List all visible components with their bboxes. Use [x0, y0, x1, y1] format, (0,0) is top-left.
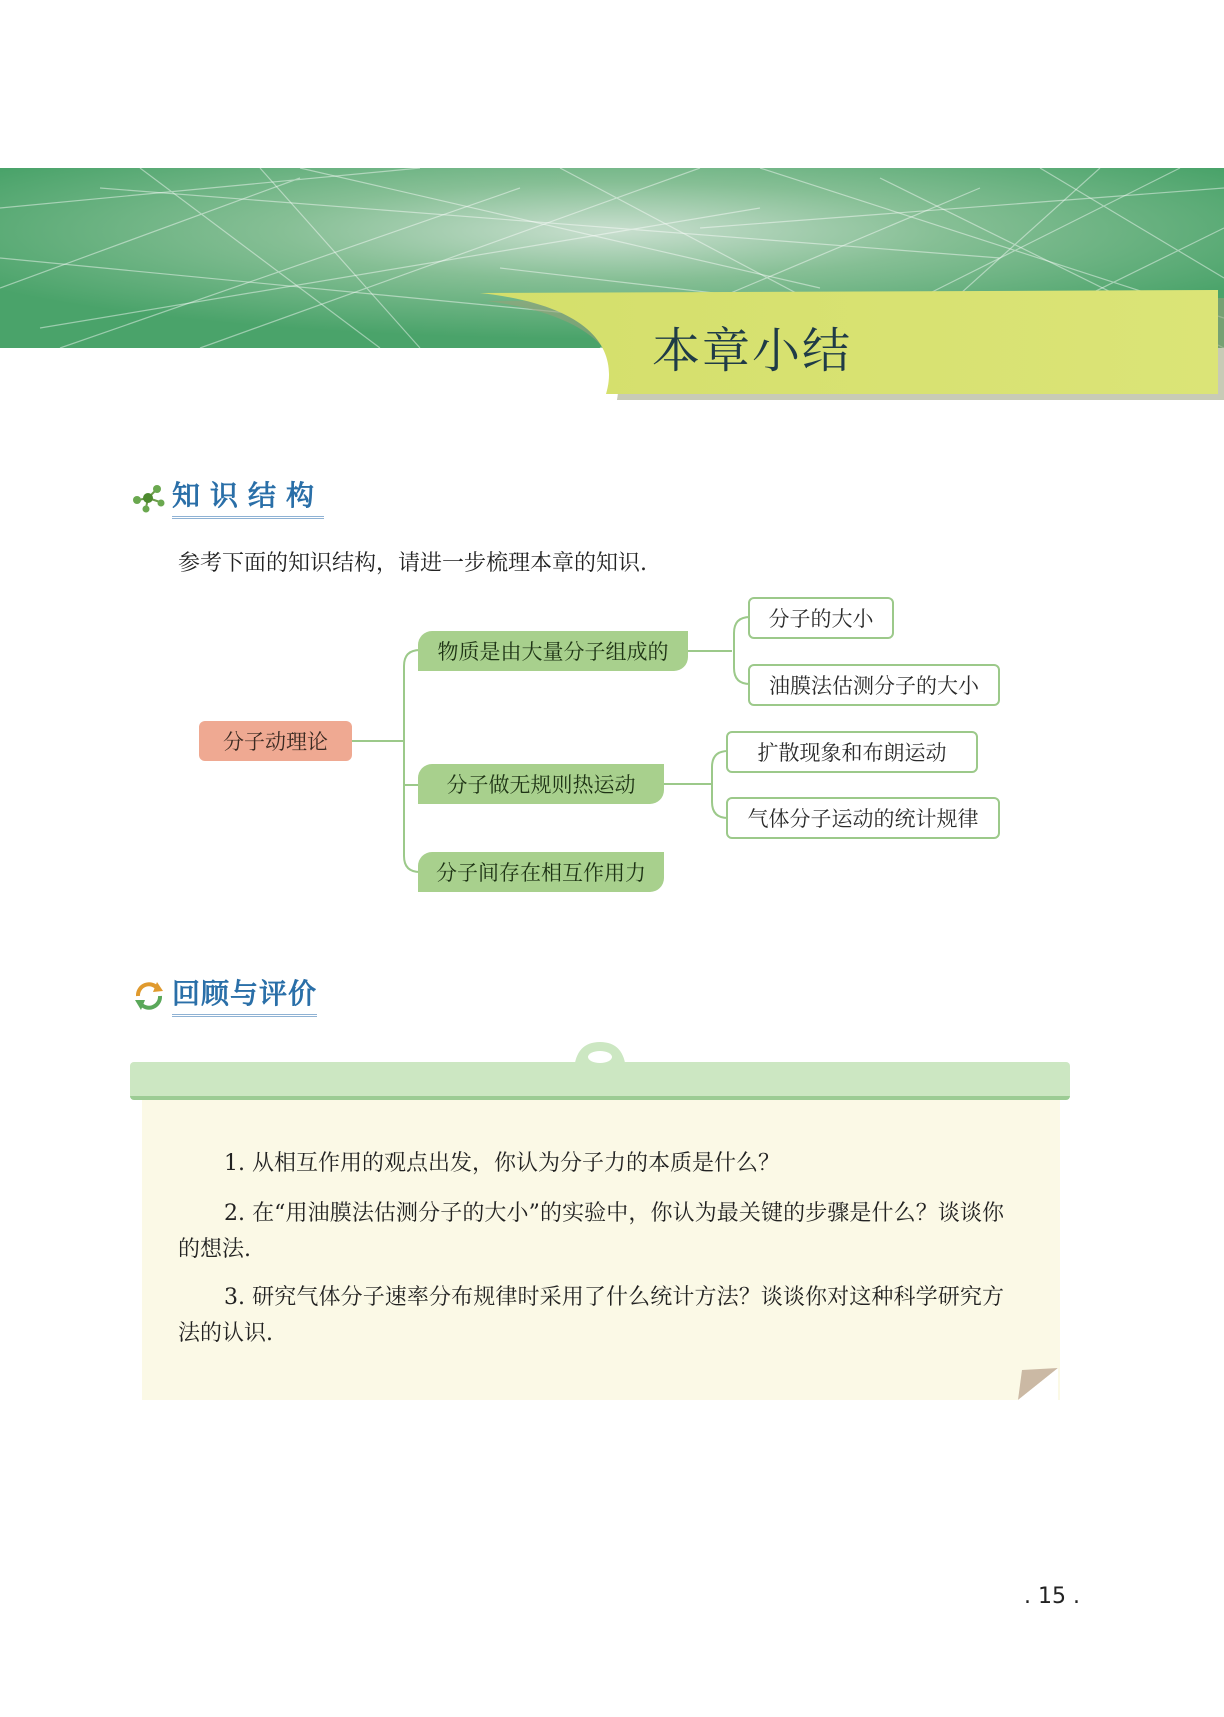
- mindmap-branch-thermal-motion: 分子做无规则热运动: [418, 764, 664, 804]
- review-evaluation-heading: [130, 972, 317, 1017]
- mindmap-leaf-oil-film-method: 油膜法估测分子的大小: [748, 664, 1000, 706]
- review-question-3: 3. 研究气体分子速率分布规律时采用了什么统计方法？谈谈你对这种科学研究方法的认识.: [178, 1285, 1004, 1346]
- mindmap-leaf-gas-statistics: 气体分子运动的统计规律: [726, 797, 1000, 839]
- knowledge-structure-heading: [130, 474, 324, 519]
- mindmap-root: 分子动理论: [199, 721, 352, 761]
- review-question-1: 1. 从相互作用的观点出发，你认为分子力的本质是什么？: [224, 1151, 780, 1176]
- section-title: 回顾与评价: [172, 972, 317, 1017]
- page-curl-corner: [1018, 1368, 1058, 1400]
- mindmap-branch-interaction-force: 分子间存在相互作用力: [418, 852, 664, 892]
- chapter-banner: [0, 168, 1224, 400]
- mindmap-leaf-molecule-size: 分子的大小: [748, 597, 894, 639]
- mindmap-leaf-diffusion-brownian: 扩散现象和布朗运动: [726, 731, 978, 773]
- mindmap-branch-composition: 物质是由大量分子组成的: [418, 631, 688, 671]
- pin-tab-icon: [572, 1040, 628, 1070]
- section-title: 知识结构: [172, 474, 324, 519]
- molecule-icon: [130, 480, 168, 514]
- chapter-title: 本章小结: [652, 323, 853, 379]
- page-number: . 15 .: [1024, 1584, 1080, 1609]
- review-question-2: 2. 在“用油膜法估测分子的大小”的实验中，你认为最关键的步骤是什么？谈谈你的想法.: [178, 1201, 1004, 1262]
- refresh-cycle-icon: [130, 978, 168, 1012]
- intro-text: 参考下面的知识结构，请进一步梳理本章的知识.: [178, 551, 647, 576]
